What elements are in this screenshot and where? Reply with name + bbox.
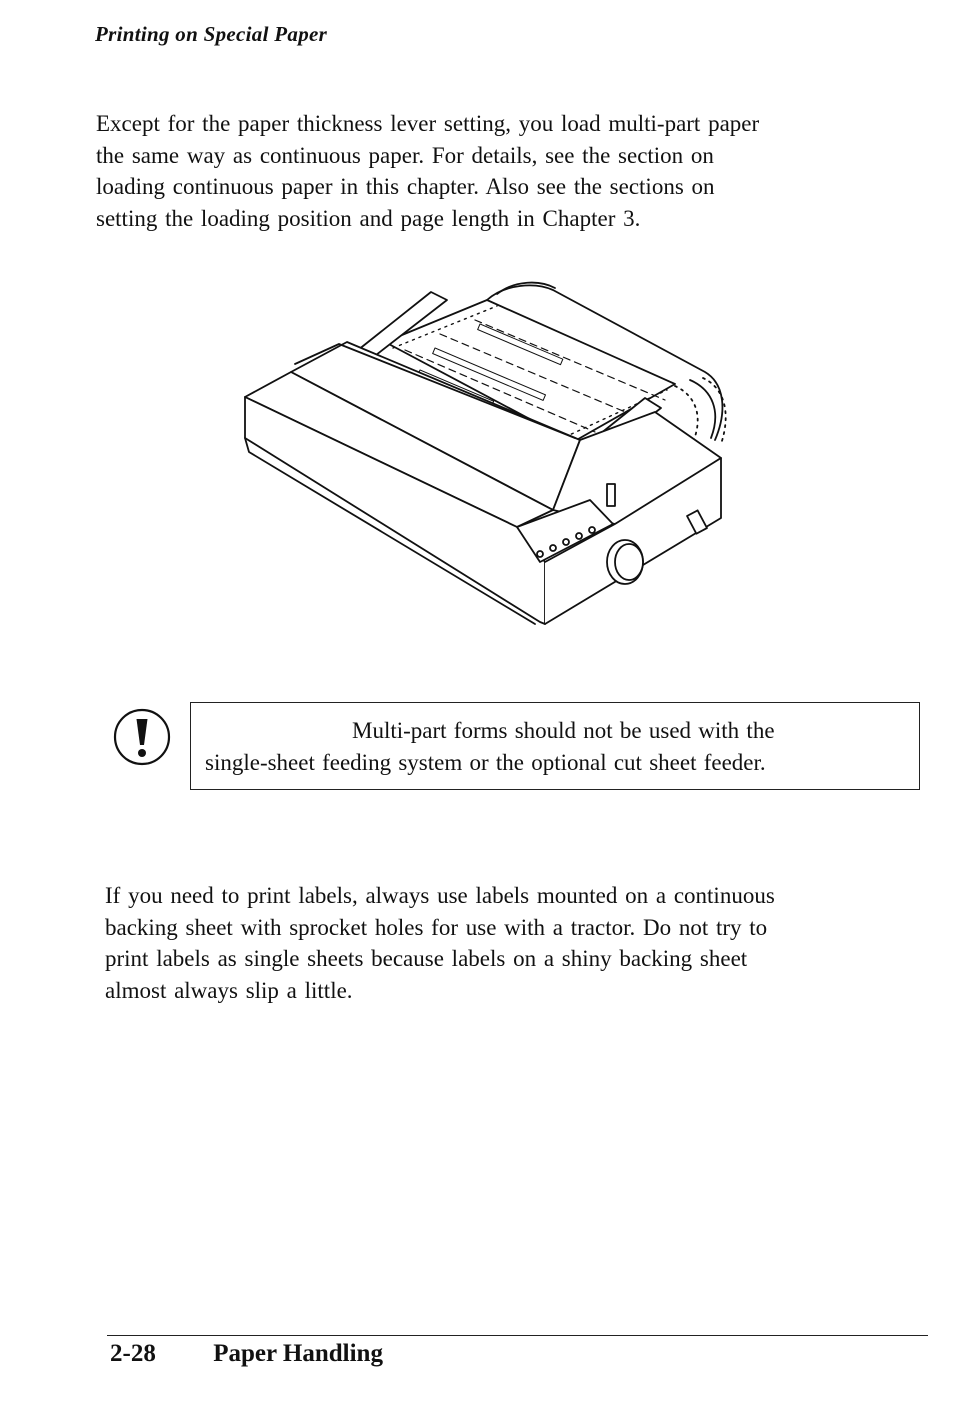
running-header: Printing on Special Paper — [95, 22, 328, 46]
labels-line: print labels as single sheets because labels on a shiny backing sheet — [105, 946, 748, 971]
intro-paragraph — [96, 108, 896, 234]
printer-illustration — [235, 262, 735, 634]
caution-line: Multi-part forms should not be used with the — [352, 718, 775, 743]
page-number: 2-28 — [110, 1340, 156, 1367]
page-footer — [110, 1340, 383, 1368]
intro-line: Except for the paper thickness lever setting, you load multi-part paper — [96, 111, 760, 136]
footer-rule — [107, 1335, 928, 1336]
thickness-lever — [607, 484, 615, 506]
exclamation-icon — [112, 707, 172, 767]
labels-line: backing sheet with sprocket holes for use with a tractor. Do not try to — [105, 914, 768, 940]
intro-line: the same way as continuous paper. For details, see the section on — [96, 142, 714, 168]
caution-box — [190, 702, 920, 790]
caution-text — [205, 715, 775, 779]
labels-line: almost always slip a little. — [105, 977, 353, 1003]
labels-line: If you need to print labels, always use labels mounted on a continuous — [105, 883, 775, 908]
intro-line: loading continuous paper in this chapter. Also see the sections on — [96, 174, 715, 199]
caution-line: single-sheet feeding system or the optional cut sheet feeder. — [205, 750, 766, 775]
intro-line: setting the loading position and page length in Chapter 3. — [96, 205, 641, 231]
section-title: Paper Handling — [213, 1340, 383, 1367]
labels-paragraph — [105, 880, 910, 1006]
